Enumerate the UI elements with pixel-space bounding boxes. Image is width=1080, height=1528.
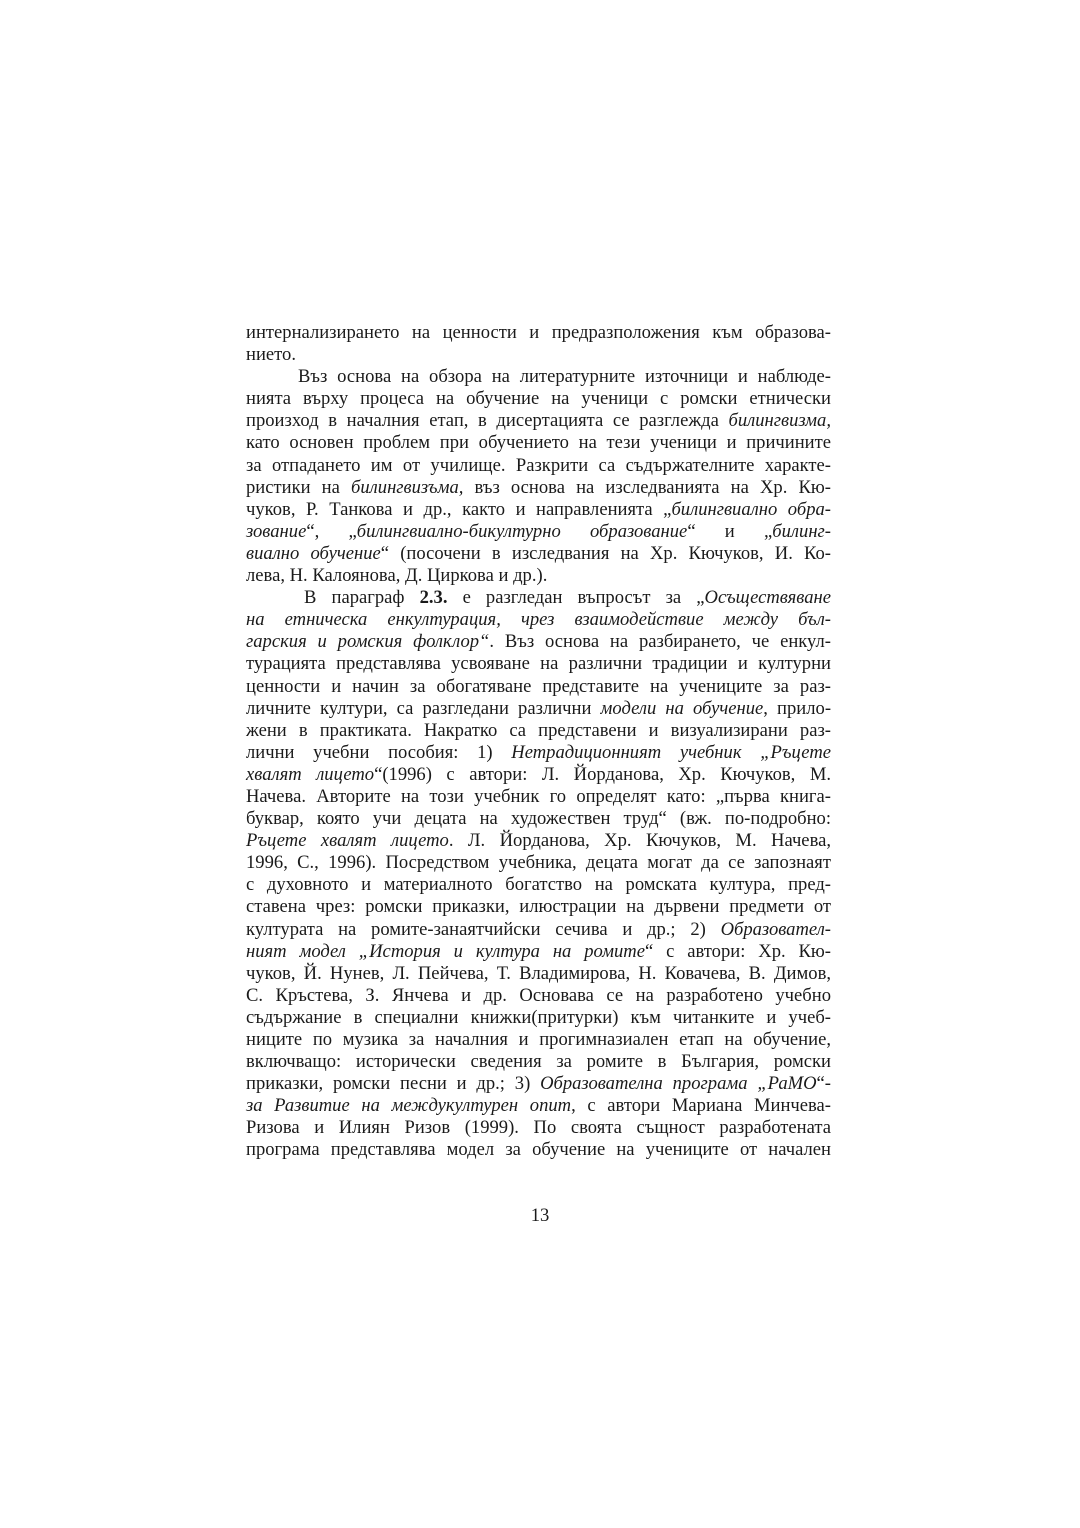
text-span: “(1996) с автори: Л. Йорданова, Хр. Кючуков, М. xyxy=(374,763,831,785)
text-span: жени в практиката. Накратко са представени и визуализирани раз- xyxy=(246,719,831,741)
text-line xyxy=(246,388,831,410)
text-span: Начева. Авторите на този учебник го определят като: „първа книга- xyxy=(246,785,831,807)
text-span: , с автори Мариана Минчева- xyxy=(571,1095,832,1117)
italic-text: билингвиално обра- xyxy=(671,498,831,520)
body-text xyxy=(246,322,831,1162)
text-line xyxy=(246,742,831,764)
italic-text: билингвиално-бикултурно образование xyxy=(356,520,688,542)
text-line xyxy=(246,830,831,852)
text-line xyxy=(246,322,831,344)
italic-text: билингвизъма, xyxy=(351,476,464,498)
text-span: ниците по музика за началния и прогимназиален етап на обучение, xyxy=(246,1029,831,1050)
text-span: интернализирането на ценности и предразположения към образова- xyxy=(246,322,831,343)
text-span: . Въз основа на разбирането, че енкул- xyxy=(489,631,831,653)
text-span: . Л. Йорданова, Хр. Кючуков, М. Начева, xyxy=(448,830,831,852)
text-line xyxy=(246,941,831,963)
text-span: включващо: исторически сведения за ромите в България, ромски xyxy=(246,1051,831,1073)
text-line xyxy=(246,720,831,742)
italic-text: билинг- xyxy=(772,520,831,542)
text-line xyxy=(246,1117,831,1139)
text-line xyxy=(246,1139,831,1161)
text-span: буквар, която учи децата на художествен труд“ (вж. по-подробно: xyxy=(246,808,831,830)
text-span: с духовното и материалното богатство на ромската култура, пред- xyxy=(246,874,831,896)
italic-text: билингвизма, xyxy=(728,410,831,432)
text-line xyxy=(246,852,831,874)
italic-text: на етническа енкултурация, чрез взаимодействие между бъл- xyxy=(246,609,831,631)
text-span: лева, Н. Калоянова, Д. Циркова и др.). xyxy=(246,565,548,587)
text-line xyxy=(246,808,831,830)
text-span: въз основа на изследванията на Хр. Кю- xyxy=(463,476,831,498)
text-span: “, „ xyxy=(306,520,357,542)
text-line xyxy=(246,477,831,499)
text-span: С. Кръстева, З. Янчева и др. Основава се на разработено учебно xyxy=(246,984,831,1006)
text-line xyxy=(246,985,831,1007)
text-line xyxy=(246,1095,831,1117)
text-line xyxy=(246,344,831,366)
text-span: за отпадането им от училище. Разкрити са съдържателните характе- xyxy=(246,454,831,476)
text-span: , прило- xyxy=(763,697,832,719)
italic-text: модели на обучение xyxy=(600,697,764,719)
text-span: турацията представлява усвояване на различни традиции и културни xyxy=(246,653,831,675)
text-span: приказки, ромски песни и др.; 3) xyxy=(246,1073,541,1095)
text-span: е разгледан въпросът за „ xyxy=(447,587,705,609)
text-line xyxy=(246,521,831,543)
italic-text: Образовател- xyxy=(720,918,831,940)
text-line xyxy=(246,764,831,786)
text-line xyxy=(246,1051,831,1073)
italic-text: хвалят лицето xyxy=(246,763,375,785)
text-line xyxy=(246,653,831,675)
text-line xyxy=(246,609,831,631)
text-span: нията върху процеса на обучение на ученици с ромски етнически xyxy=(246,388,831,410)
text-span: 1996, С., 1996). Посредством учебника, децата могат да се запознаят xyxy=(246,852,831,874)
italic-text: за Развитие на междукултурен опит xyxy=(246,1095,572,1117)
text-line xyxy=(246,698,831,720)
text-line xyxy=(246,1029,831,1051)
text-line xyxy=(246,786,831,808)
text-line xyxy=(246,874,831,896)
text-line xyxy=(246,410,831,432)
text-span: чуков, Й. Нунев, Л. Пейчева, Т. Владимирова, Н. Ковачева, В. Димов, xyxy=(246,962,831,984)
text-line xyxy=(246,565,831,587)
italic-text: гарския и ромския фолклор“ xyxy=(246,631,490,653)
text-span: “ и „ xyxy=(687,520,773,542)
italic-text: Ръцете хвалят лицето xyxy=(246,830,449,852)
text-span: В параграф xyxy=(304,587,420,609)
bold-text: 2.3. xyxy=(419,587,448,609)
text-line xyxy=(246,499,831,521)
italic-text: ният модел „История и култура на ромите xyxy=(246,940,645,962)
text-span: като основен проблем при обучението на тези ученици и причините xyxy=(246,432,831,454)
text-span: “ с автори: Хр. Кю- xyxy=(644,940,831,962)
text-line xyxy=(246,919,831,941)
text-line xyxy=(246,896,831,918)
italic-text: Нетрадиционният учебник „Ръцете xyxy=(511,741,831,763)
text-span: ставена чрез: ромски приказки, илюстрации на дървени предмети от xyxy=(246,896,831,918)
text-span: културата на ромите-занаятчийски сечива и др.; 2) xyxy=(246,918,721,940)
text-span: личните култури, са разгледани различни xyxy=(246,697,601,719)
text-line xyxy=(246,676,831,698)
italic-text: Осъществяване xyxy=(704,587,831,609)
text-line xyxy=(246,631,831,653)
text-line xyxy=(246,587,831,609)
text-span: лични учебни пособия: 1) xyxy=(246,741,512,763)
text-span: ристики на xyxy=(246,476,352,498)
text-line xyxy=(246,1073,831,1095)
text-line xyxy=(246,543,831,565)
italic-text: зование xyxy=(246,520,307,542)
text-span: съдържание в специални книжки(притурки) към читанките и учеб- xyxy=(246,1006,831,1028)
text-span: произход в началния етап, в дисертацията се разглежда xyxy=(246,410,729,432)
page-number: 13 xyxy=(530,1205,550,1226)
text-span: “ (посочени в изследвания на Хр. Кючуков, И. Ко- xyxy=(380,542,831,564)
text-span: Ризова и Илиян Ризов (1999). По своята същност разработената xyxy=(246,1117,831,1139)
text-line xyxy=(246,963,831,985)
text-line xyxy=(246,455,831,477)
text-line xyxy=(246,1007,831,1029)
italic-text: виално обучение xyxy=(246,542,381,564)
text-span: ценности и начин за обогатяване представите на учениците за раз- xyxy=(246,675,831,697)
text-span: програма представлява модел за обучение на учениците от начален xyxy=(246,1139,831,1161)
text-line xyxy=(246,366,831,388)
text-line xyxy=(246,432,831,454)
text-span: Въз основа на обзора на литературните източници и наблюде- xyxy=(298,366,831,388)
text-span: чуков, Р. Танкова и др., както и направленията „ xyxy=(246,498,672,520)
italic-text: Образователна програма „РаМО xyxy=(540,1073,817,1095)
text-span: “- xyxy=(816,1073,831,1095)
text-span: нието. xyxy=(246,344,296,366)
